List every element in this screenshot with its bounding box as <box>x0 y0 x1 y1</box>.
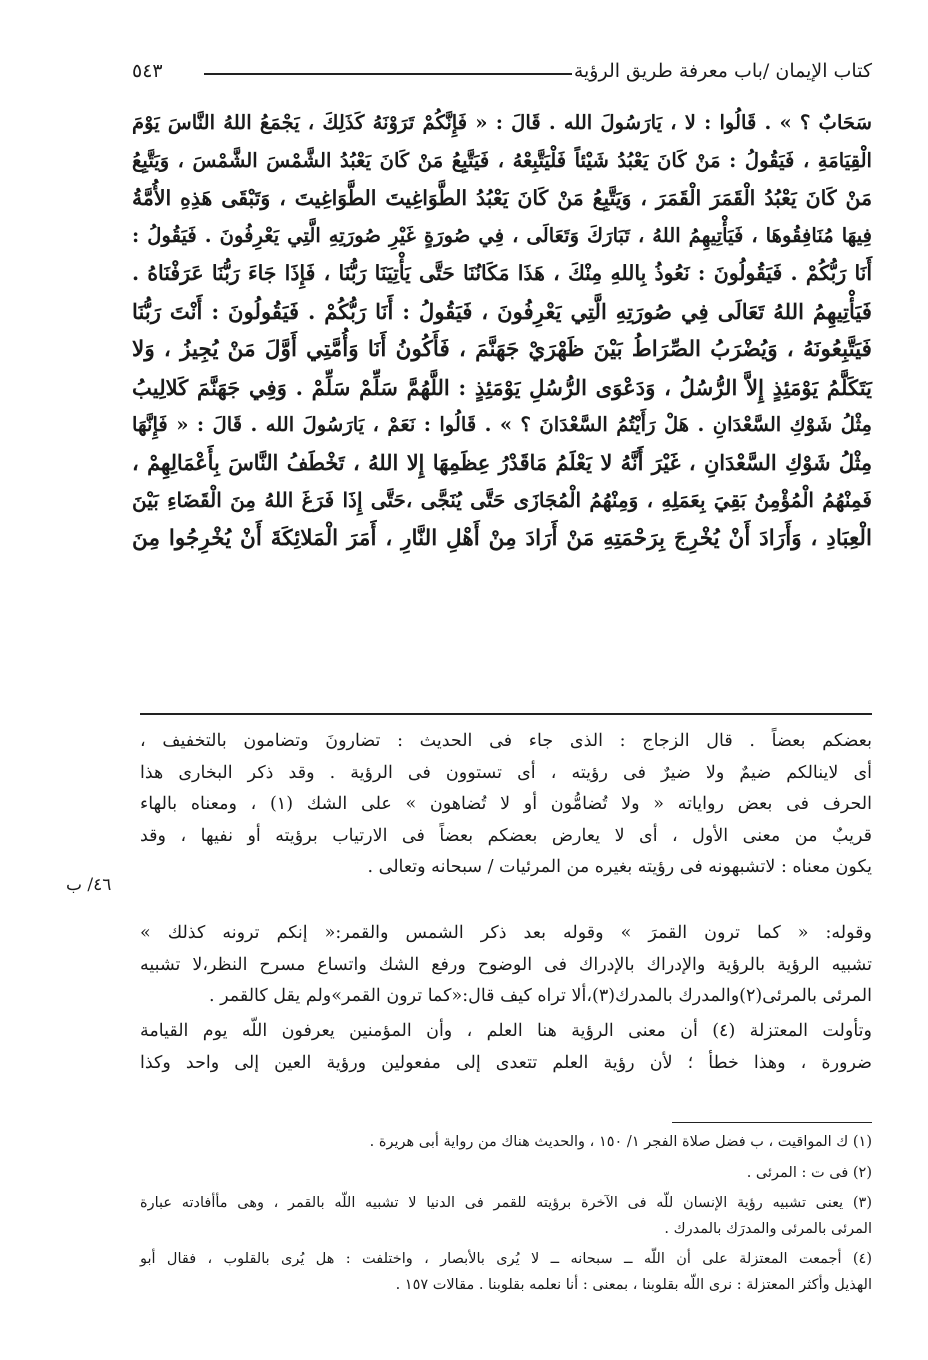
text-separator <box>140 713 872 715</box>
hadith-line: الْقِيَامَةِ ، فَيَقُولُ : مَنْ كَانَ يَعْبُدُ شَيْئاً فَلْيَتَّبِعْهُ ، فَيَتَّبِعُ مَنْ كَانَ يَعْبُدُ الشَّمْسَ الشَّمْسَ ، وَيَتَّبِعُ <box>132 148 872 172</box>
hadith-line: مِثْلُ شَوْكِ السَّعْدَانِ . هَلْ رَأَيْتُمُ السَّعْدَانَ ؟ » . قَالُوا : نَعَمْ ، يَارَسُولَ الله . قَالَ : « فَإِنَّهَا <box>132 413 872 437</box>
commentary-paragraph-1 <box>140 726 872 884</box>
footnote-separator <box>672 1122 872 1123</box>
commentary-line: أى لاينالكم ضيمٌ ولا ضيرٌ فى رؤيته ، أى تستوون فى الرؤية . وقد ذكر البخارى هذا <box>140 762 872 783</box>
hadith-line: فَيَأْتِيهِمُ اللهُ تَعَالَى فِي صُورَتِهِ الَّتِي يَعْرِفُونَ ، فَيَقُولُ : أَنَا رَبُّكُمْ . فَيَقُولُونَ : أَنْتَ رَبُّنَا <box>132 298 872 324</box>
footnote-2 <box>140 1161 872 1187</box>
footnote-line: المرئى بالمرئى والمدرَك بالمدرك . <box>664 1220 872 1237</box>
footnote-line: (٢) فى ت : المرئى . <box>746 1164 872 1181</box>
commentary-line: وقوله: « كما ترون القمرَ » وقوله بعد ذكر الشمس والقمر:« إنكم ترونه كذلك » <box>140 923 872 943</box>
hadith-line: مَنْ كَانَ يَعْبُدُ الْقَمَرَ الْقَمَرَ ، وَيَتَّبِعُ مَنْ كَانَ يَعْبُدُ الطَّوَاغِيتَ الطَّوَاغِيتَ ، وَتَبْقَى هَذِهِ الأُمَّةُ <box>132 185 872 210</box>
commentary-paragraph-2 <box>140 918 872 1013</box>
hadith-line <box>132 595 872 633</box>
hadith-line: يَتَكَلَّمُ يَوْمَئِذٍ إِلاَّ الرُّسُلُ ، وَدَعْوَى الرُّسُلِ يَوْمَئِذٍ : اللَّهُمَّ سَلِّمْ سَلِّمْ . وَفِي جَهَنَّمَ كَلالِيبُ <box>132 374 872 400</box>
hadith-line: سَحَابٌ ؟ » . قَالُوا : لا ، يَارَسُولَ الله . قَالَ : « فَإِنَّكُمْ تَرَوْنَهُ كَذَلِكَ ، يَجْمَعُ اللهُ النَّاسَ يَوْمَ <box>132 111 872 134</box>
footnote-line: (٤) أجمعت المعتزلة على أن اللّه ــ سبحانه ــ لا يُرى بالأبصار ، واختلفت : هل يُرى بالقلوب ، فقال أبو <box>140 1251 872 1268</box>
hadith-line: فِيهَا مُنَافِقُوهَا ، فَيَأْتِيهِمُ اللهُ ، تَبَارَكَ وَتَعَالَى ، فِي صُورَةٍ غَيْرِ صُورَتِهِ الَّتِي يَعْرِفُونَ . فَيَقُولُ : <box>132 224 872 248</box>
commentary-line: ضرورة ، وهذا خطأ ؛ لأن رؤية العلم تتعدى إلى مفعولين ورؤية العين إلى واحد وكذا <box>140 1052 872 1073</box>
commentary-line: الحرف فى بعض رواياته « ولا تُضامُّون أو لا تُضاهون » على الشك (١) ، ومعناه بالهاء <box>140 794 873 814</box>
footnotes <box>140 1130 872 1299</box>
hadith-line: مِثْلُ شَوْكِ السَّعْدَانِ ، غَيْرَ أَنَّهُ لا يَعْلَمُ مَاقَدْرُ عِظَمِهَا إِلا اللهُ ، تَخْطَفُ النَّاسَ بِأَعْمَالِهِمْ ، <box>132 450 872 476</box>
hadith-line: فَمِنْهُمُ الْمُؤْمِنُ بَقِيَ بِعَمَلِهِ ، وَمِنْهُمُ الْمُجَازَى حَتَّى يُنَجَّى ،حَتَّى إِذَا فَرَغَ اللهُ مِنَ الْقَضَاءِ بَيْنَ <box>132 487 872 512</box>
running-header <box>132 58 872 88</box>
footnote-3 <box>140 1191 872 1242</box>
hadith-text <box>132 104 872 671</box>
hadith-line: الْعِبَادِ ، وَأَرَادَ أَنْ يُخْرِجَ بِرَحْمَتِهِ مَنْ أَرَادَ مِنْ أَهْلِ النَّارِ ، أَمَرَ الْمَلائِكَةَ أَنْ يُخْرِجُوا مِنَ <box>132 525 872 551</box>
commentary-line: قريبٌ من معنى الأول ، أى لا يعارض بعضكم بعضاً فى الارتياب برؤيته أو نفيها ، وقد <box>140 825 872 846</box>
chapter-title: كتاب الإيمان /باب معرفة طريق الرؤية <box>573 60 872 82</box>
commentary-paragraph-3 <box>140 1016 872 1079</box>
footnote-4 <box>140 1247 872 1298</box>
commentary-line: وتأولت المعتزلة (٤) أن معنى الرؤية هنا العلم ، وأن المؤمنين يعرفون اللّه يوم القيامة <box>140 1021 872 1041</box>
page-number: ٥٤٣ <box>132 60 163 82</box>
manuscript-folio-marker: ٤٦/ ب <box>66 875 112 895</box>
footnote-line: الهذيل وأكثر المعتزلة : نرى اللّه بقلوبنا ، بمعنى : أنا نعلمه بقلوبنا . مقالات ١٥٧ . <box>395 1276 872 1293</box>
commentary-line: تشبيه الرؤية بالرؤية والإدراك بالإدراك فى الوضوح ورفع الشك واتساع مسرح النظر،لا تشبيه <box>140 954 872 975</box>
commentary-line: يكون معناه : لاتشبهونه فى رؤيته بغيره من المرئيات / سبحانه وتعالى . <box>367 857 872 877</box>
footnote-1 <box>140 1130 872 1156</box>
hadith-line <box>132 558 872 596</box>
hadith-line <box>132 633 872 671</box>
footnote-line: (١) ك المواقيت ، ب فضل صلاة الفجر ١/ ١٥٠ ، والحديث هناك من رواية أبى هريرة . <box>369 1134 872 1150</box>
footnote-line: (٣) يعنى تشبيه رؤية الإنسان للّه فى الآخرة برؤيته للقمر فى الدنيا لا تشبيه اللّه بالقمر ، وهى مأأفادته عبارة <box>140 1195 872 1212</box>
hadith-line: أَنَا رَبُّكُمْ . فَيَقُولُونَ : نَعُوذُ بِاللهِ مِنْكَ ، هَذَا مَكَانُنَا حَتَّى يَأْتِيَنَا رَبُّنَا ، فَإِذَا جَاءَ رَبُّنَا عَرَفْنَاهُ . <box>132 261 872 286</box>
commentary-line: بعضكم بعضاً . قال الزجاج : الذى جاء فى الحديث : تضارونَ وتضامون بالتخفيف ، <box>140 731 872 751</box>
commentary-line: المرئى بالمرئى(٢)والمدرك بالمدرك(٣)،ألا تراه كيف قال:«كما ترون القمر»ولم يقل كالقمر . <box>208 986 872 1006</box>
header-rule <box>204 73 572 75</box>
hadith-line: فَيَتَّبِعُونَهُ ، وَيُضْرَبُ الصِّرَاطُ بَيْنَ ظَهْرَيْ جَهَنَّمَ ، فَأَكُونُ أَنَا وَأُمَّتِي أَوَّلَ مَنْ يُجِيزُ ، وَلا <box>132 336 872 362</box>
